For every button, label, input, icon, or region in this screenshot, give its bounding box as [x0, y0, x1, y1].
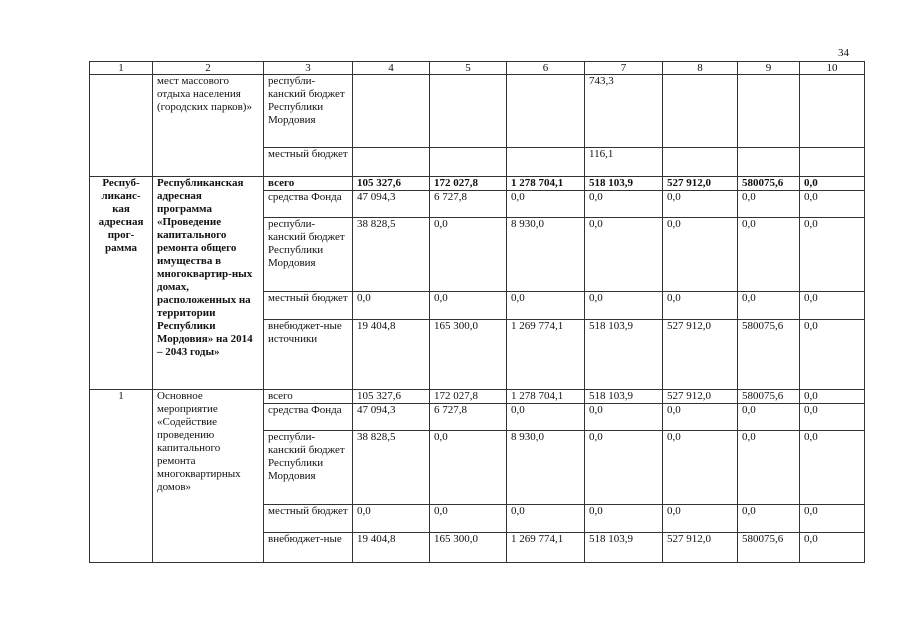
value-cell: 0,0 [663, 505, 738, 533]
value-cell: 580075,6 [738, 177, 800, 191]
value-cell: 0,0 [663, 292, 738, 320]
value-cell: 0,0 [738, 218, 800, 292]
funding-source-cell: местный бюджет [264, 505, 353, 533]
value-cell [353, 148, 430, 177]
value-cell [430, 75, 507, 148]
value-cell: 0,0 [738, 191, 800, 218]
value-cell: 0,0 [663, 431, 738, 505]
value-cell: 1 278 704,1 [507, 177, 585, 191]
value-cell: 8 930,0 [507, 218, 585, 292]
program-name-cell: Республиканская адресная программа «Проведение капитального ремонта общего имущества в многоквартир-ных домах, расположенных на территории Республики Мордовия» на 2014 – 2043 годы» [153, 177, 264, 390]
page-number: 34 [838, 47, 849, 59]
funding-source-cell: местный бюджет [264, 148, 353, 177]
header-row [90, 62, 865, 75]
header-cell: 1 [90, 62, 153, 75]
value-cell: 0,0 [800, 505, 865, 533]
funding-source-cell: внебюджет-ные источники [264, 320, 353, 390]
row-number-cell: Респуб-ликанс-кая адресная прог-рамма [90, 177, 153, 390]
value-cell: 0,0 [738, 292, 800, 320]
value-cell: 518 103,9 [585, 390, 663, 404]
value-cell: 1 269 774,1 [507, 320, 585, 390]
funding-source-cell: внебюджет-ные [264, 533, 353, 563]
value-cell: 580075,6 [738, 320, 800, 390]
header-cell: 10 [800, 62, 865, 75]
value-cell: 0,0 [585, 431, 663, 505]
value-cell [663, 148, 738, 177]
value-cell: 0,0 [800, 320, 865, 390]
program-name-cell: Основное мероприятие «Содействие проведению капитального ремонта многоквартирных домов» [153, 390, 264, 563]
value-cell: 0,0 [663, 218, 738, 292]
value-cell: 1 278 704,1 [507, 390, 585, 404]
value-cell [800, 148, 865, 177]
value-cell: 0,0 [800, 177, 865, 191]
value-cell: 47 094,3 [353, 404, 430, 431]
value-cell: 0,0 [430, 505, 507, 533]
value-cell [800, 75, 865, 148]
value-cell [353, 75, 430, 148]
value-cell: 0,0 [353, 292, 430, 320]
value-cell: 580075,6 [738, 390, 800, 404]
budget-table [89, 61, 865, 563]
value-cell: 0,0 [663, 191, 738, 218]
value-cell: 527 912,0 [663, 533, 738, 563]
funding-source-cell: средства Фонда [264, 404, 353, 431]
value-cell: 743,3 [585, 75, 663, 148]
table-row [90, 390, 865, 404]
value-cell: 0,0 [430, 292, 507, 320]
value-cell: 0,0 [430, 431, 507, 505]
program-name-cell: мест массового отдыха населения (городских парков)» [153, 75, 264, 177]
value-cell: 6 727,8 [430, 191, 507, 218]
funding-source-cell: республи-канский бюджет Республики Мордовия [264, 431, 353, 505]
value-cell: 0,0 [800, 218, 865, 292]
value-cell: 0,0 [585, 191, 663, 218]
value-cell: 0,0 [800, 191, 865, 218]
value-cell: 0,0 [738, 505, 800, 533]
value-cell: 0,0 [663, 404, 738, 431]
value-cell: 0,0 [507, 292, 585, 320]
header-cell: 6 [507, 62, 585, 75]
value-cell: 0,0 [585, 292, 663, 320]
value-cell: 527 912,0 [663, 320, 738, 390]
funding-source-cell: средства Фонда [264, 191, 353, 218]
value-cell: 38 828,5 [353, 431, 430, 505]
value-cell: 38 828,5 [353, 218, 430, 292]
value-cell: 0,0 [800, 292, 865, 320]
value-cell: 527 912,0 [663, 390, 738, 404]
value-cell: 518 103,9 [585, 177, 663, 191]
value-cell: 0,0 [800, 431, 865, 505]
value-cell: 172 027,8 [430, 177, 507, 191]
value-cell: 527 912,0 [663, 177, 738, 191]
value-cell: 0,0 [738, 404, 800, 431]
value-cell: 0,0 [585, 218, 663, 292]
row-number-cell: 1 [90, 390, 153, 563]
value-cell: 105 327,6 [353, 390, 430, 404]
value-cell: 116,1 [585, 148, 663, 177]
value-cell: 0,0 [430, 218, 507, 292]
value-cell: 1 269 774,1 [507, 533, 585, 563]
value-cell: 165 300,0 [430, 533, 507, 563]
value-cell [738, 75, 800, 148]
value-cell: 0,0 [738, 431, 800, 505]
funding-source-cell: всего [264, 390, 353, 404]
funding-source-cell: всего [264, 177, 353, 191]
value-cell: 580075,6 [738, 533, 800, 563]
header-cell: 7 [585, 62, 663, 75]
header-cell: 9 [738, 62, 800, 75]
value-cell: 0,0 [800, 404, 865, 431]
value-cell [738, 148, 800, 177]
value-cell: 8 930,0 [507, 431, 585, 505]
value-cell: 0,0 [585, 404, 663, 431]
header-cell: 2 [153, 62, 264, 75]
value-cell: 0,0 [507, 404, 585, 431]
value-cell: 518 103,9 [585, 533, 663, 563]
funding-source-cell: республи-канский бюджет Республики Мордовия [264, 75, 353, 148]
value-cell: 0,0 [507, 191, 585, 218]
value-cell: 0,0 [800, 533, 865, 563]
value-cell: 6 727,8 [430, 404, 507, 431]
value-cell [663, 75, 738, 148]
value-cell: 19 404,8 [353, 533, 430, 563]
row-number-cell [90, 75, 153, 177]
value-cell: 165 300,0 [430, 320, 507, 390]
value-cell: 518 103,9 [585, 320, 663, 390]
header-cell: 3 [264, 62, 353, 75]
value-cell: 172 027,8 [430, 390, 507, 404]
value-cell: 0,0 [353, 505, 430, 533]
funding-source-cell: республи-канский бюджет Республики Мордовия [264, 218, 353, 292]
header-cell: 8 [663, 62, 738, 75]
value-cell: 47 094,3 [353, 191, 430, 218]
header-cell: 4 [353, 62, 430, 75]
table-row [90, 75, 865, 148]
value-cell: 0,0 [585, 505, 663, 533]
table-row [90, 177, 865, 191]
value-cell: 0,0 [800, 390, 865, 404]
value-cell [430, 148, 507, 177]
value-cell: 19 404,8 [353, 320, 430, 390]
value-cell: 105 327,6 [353, 177, 430, 191]
value-cell: 0,0 [507, 505, 585, 533]
header-cell: 5 [430, 62, 507, 75]
funding-source-cell: местный бюджет [264, 292, 353, 320]
value-cell [507, 148, 585, 177]
value-cell [507, 75, 585, 148]
